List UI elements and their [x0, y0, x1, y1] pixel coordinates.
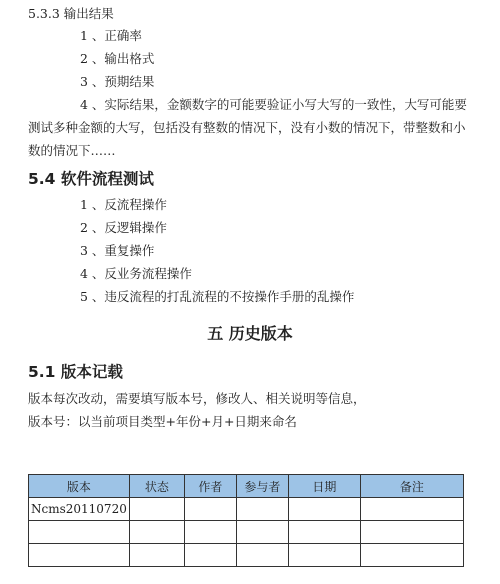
header-status: 状态 [129, 475, 184, 498]
section-5-4-heading: 5.4 软件流程测试 [28, 170, 154, 188]
header-date: 日期 [288, 475, 360, 498]
chapter-5-heading: 五 历史版本 [207, 324, 293, 343]
header-version: 版本 [29, 475, 130, 498]
version-record-table [28, 474, 464, 567]
table-cell [129, 521, 184, 544]
table-cell [236, 521, 288, 544]
table-cell [29, 544, 130, 567]
list-item: 1 、反流程操作 [80, 197, 167, 212]
table-cell [29, 521, 130, 544]
table-cell [184, 544, 236, 567]
list-item: 4 、实际结果，金额数字的可能要验证小写大写的一致性，大写可能要 [80, 97, 467, 112]
paragraph-line: 版本每次改动，需要填写版本号，修改人、相关说明等信息， [28, 391, 366, 406]
list-item: 2 、输出格式 [80, 51, 155, 66]
list-item: 4 、反业务流程操作 [80, 266, 192, 281]
table-row [29, 521, 464, 544]
paragraph-line: 测试多种金额的大写，包括没有整数的情况下，没有小数的情况下，带整数和小 [28, 120, 466, 135]
section-5-3-3-heading: 5.3.3 输出结果 [28, 6, 114, 21]
table-cell [288, 498, 360, 521]
table-cell [184, 498, 236, 521]
paragraph-line: 数的情况下…… [28, 143, 116, 158]
list-item: 3 、预期结果 [80, 74, 155, 89]
table-cell [184, 521, 236, 544]
table-row [29, 544, 464, 567]
table-cell [360, 544, 463, 567]
list-item: 1 、正确率 [80, 28, 142, 43]
table-cell [236, 544, 288, 567]
header-author: 作者 [184, 475, 236, 498]
list-item: 3 、重复操作 [80, 243, 155, 258]
table-cell [360, 498, 463, 521]
table-cell [288, 521, 360, 544]
table-cell [288, 544, 360, 567]
table-cell [129, 544, 184, 567]
header-notes: 备注 [360, 475, 463, 498]
section-5-1-heading: 5.1 版本记载 [28, 363, 123, 381]
table-row [29, 498, 464, 521]
paragraph-line: 版本号：以当前项目类型+年份+月+日期来命名 [28, 414, 297, 429]
table-cell [360, 521, 463, 544]
table-cell [129, 498, 184, 521]
header-participants: 参与者 [236, 475, 288, 498]
list-item: 5 、违反流程的打乱流程的不按操作手册的乱操作 [80, 289, 355, 304]
table-cell: Ncms20110720 [29, 498, 130, 521]
table-header-row [29, 475, 464, 498]
table-cell [236, 498, 288, 521]
list-item: 2 、反逻辑操作 [80, 220, 167, 235]
